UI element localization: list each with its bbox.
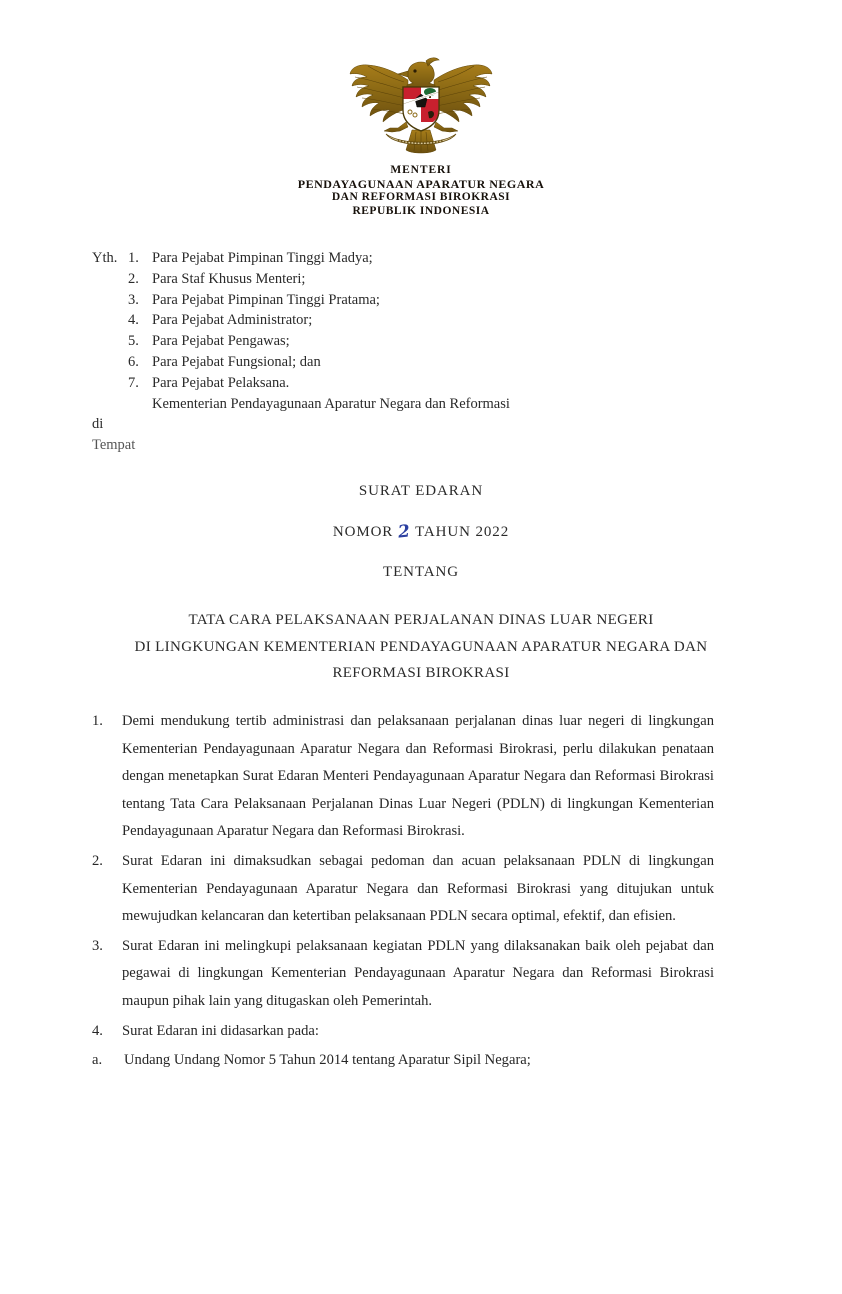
- subject-heading: [0, 607, 842, 687]
- addressee-row: [92, 269, 732, 290]
- title-block: [0, 482, 842, 687]
- addressee-number: 5.: [128, 333, 139, 350]
- addressee-number: 2.: [128, 270, 139, 287]
- body-item-text: Surat Edaran ini dimaksudkan sebagai pedoman dan acuan pelaksanaan PDLN di lingkungan Kementerian Pendayagunaan Aparatur Negara dan Reformasi Birokrasi yang ditujukan untuk mewujudkan kelancaran dan ketertiban pelaksanaan PDLN secara optimal, efektif, dan efisien.: [122, 852, 714, 925]
- body-item: [92, 933, 714, 1016]
- body-item: [92, 1018, 714, 1046]
- addressee-number: 6.: [128, 353, 139, 370]
- body-subitem: [92, 1047, 714, 1075]
- addressee-row: [92, 310, 732, 331]
- addressee-di: di: [92, 416, 104, 433]
- addressee-institution: Kementerian Pendayagunaan Aparatur Negara dan Reformasi: [152, 395, 510, 412]
- body-item-number: 2.: [92, 852, 103, 869]
- addressee-text: Para Staf Khusus Menteri;: [152, 270, 306, 287]
- addressee-number: 7.: [128, 374, 139, 391]
- subject-line-1: TATA CARA PELAKSANAAN PERJALANAN DINAS LUAR NEGERI: [188, 612, 654, 628]
- addressee-salutation: Yth.: [92, 250, 118, 266]
- addressee-text: Para Pejabat Pelaksana.: [152, 374, 290, 391]
- letterhead-line-1: MENTERI: [390, 164, 452, 176]
- addressee-text: Para Pejabat Pengawas;: [152, 333, 290, 350]
- subject-line-3: REFORMASI BIROKRASI: [332, 665, 510, 681]
- addressee-row: [92, 290, 732, 311]
- garuda-pancasila-emblem: [0, 52, 842, 160]
- addressee-text: Para Pejabat Pimpinan Tinggi Madya;: [152, 250, 373, 266]
- tahun-label: TAHUN 2022: [415, 524, 510, 540]
- body-item-text: Demi mendukung tertib administrasi dan pelaksanaan perjalanan dinas luar negeri di lingkungan Kementerian Pendayagunaan Aparatur Negara dan Reformasi Birokrasi, perlu dilakukan penataan dengan menetapkan Surat Edaran Menteri Pendayagunaan Aparatur Negara dan Reformasi Birokrasi tentang Tata Cara Pelaksanaan Perjalanan Dinas Luar Negeri (PDLN) di lingkungan Kementerian Pendayagunaan Aparatur Negara dan Reformasi Birokrasi.: [122, 713, 714, 840]
- addressee-text: Para Pejabat Administrator;: [152, 312, 313, 329]
- body-item-text: Surat Edaran ini melingkupi pelaksanaan kegiatan PDLN yang dilaksanakan baik oleh pejabat dan pegawai di lingkungan Kementerian Pendayagunaan Aparatur Negara dan Reformasi Birokrasi maupun pihak lain yang ditugaskan oleh Pemerintah.: [122, 937, 714, 1009]
- letterhead: [0, 52, 842, 218]
- addressee-number: 3.: [128, 291, 139, 308]
- body-subitem-letter: a.: [92, 1052, 103, 1069]
- body-content: [92, 708, 714, 1075]
- letterhead-line-3: DAN REFORMASI BIROKRASI: [331, 191, 511, 203]
- addressee-row: [92, 352, 732, 373]
- addressee-row: [92, 331, 732, 352]
- letterhead-line-2: PENDAYAGUNAAN APARATUR NEGARA: [297, 176, 545, 191]
- document-number-line: [0, 522, 842, 541]
- addressee-text: Para Pejabat Fungsional; dan: [152, 353, 321, 370]
- tentang-heading: TENTANG: [383, 564, 459, 580]
- addressee-number: 1.: [128, 250, 139, 266]
- subject-line-2: DI LINGKUNGAN KEMENTERIAN PENDAYAGUNAAN APARATUR NEGARA DAN: [134, 638, 708, 655]
- addressee-block: [92, 248, 732, 456]
- addressee-text: Para Pejabat Pimpinan Tinggi Pratama;: [152, 291, 380, 308]
- letterhead-line-4: REPUBLIK INDONESIA: [352, 204, 490, 217]
- body-subitem-text: Undang Undang Nomor 5 Tahun 2014 tentang Aparatur Sipil Negara;: [124, 1052, 531, 1069]
- addressee-tempat: Tempat: [92, 437, 136, 454]
- document-type-heading: SURAT EDARAN: [358, 483, 484, 499]
- body-item-text: Surat Edaran ini didasarkan pada:: [122, 1022, 319, 1039]
- letterhead-text: [0, 164, 842, 218]
- body-item-number: 1.: [92, 713, 103, 729]
- addressee-row: [92, 373, 732, 394]
- body-item-number: 4.: [92, 1022, 103, 1039]
- nomor-label: NOMOR: [332, 524, 394, 540]
- handwritten-number-value: 2: [397, 521, 412, 543]
- body-item: [92, 708, 714, 846]
- body-item-number: 3.: [92, 937, 103, 954]
- addressee-row: [92, 248, 732, 269]
- body-item: [92, 848, 714, 931]
- addressee-number: 4.: [128, 312, 139, 329]
